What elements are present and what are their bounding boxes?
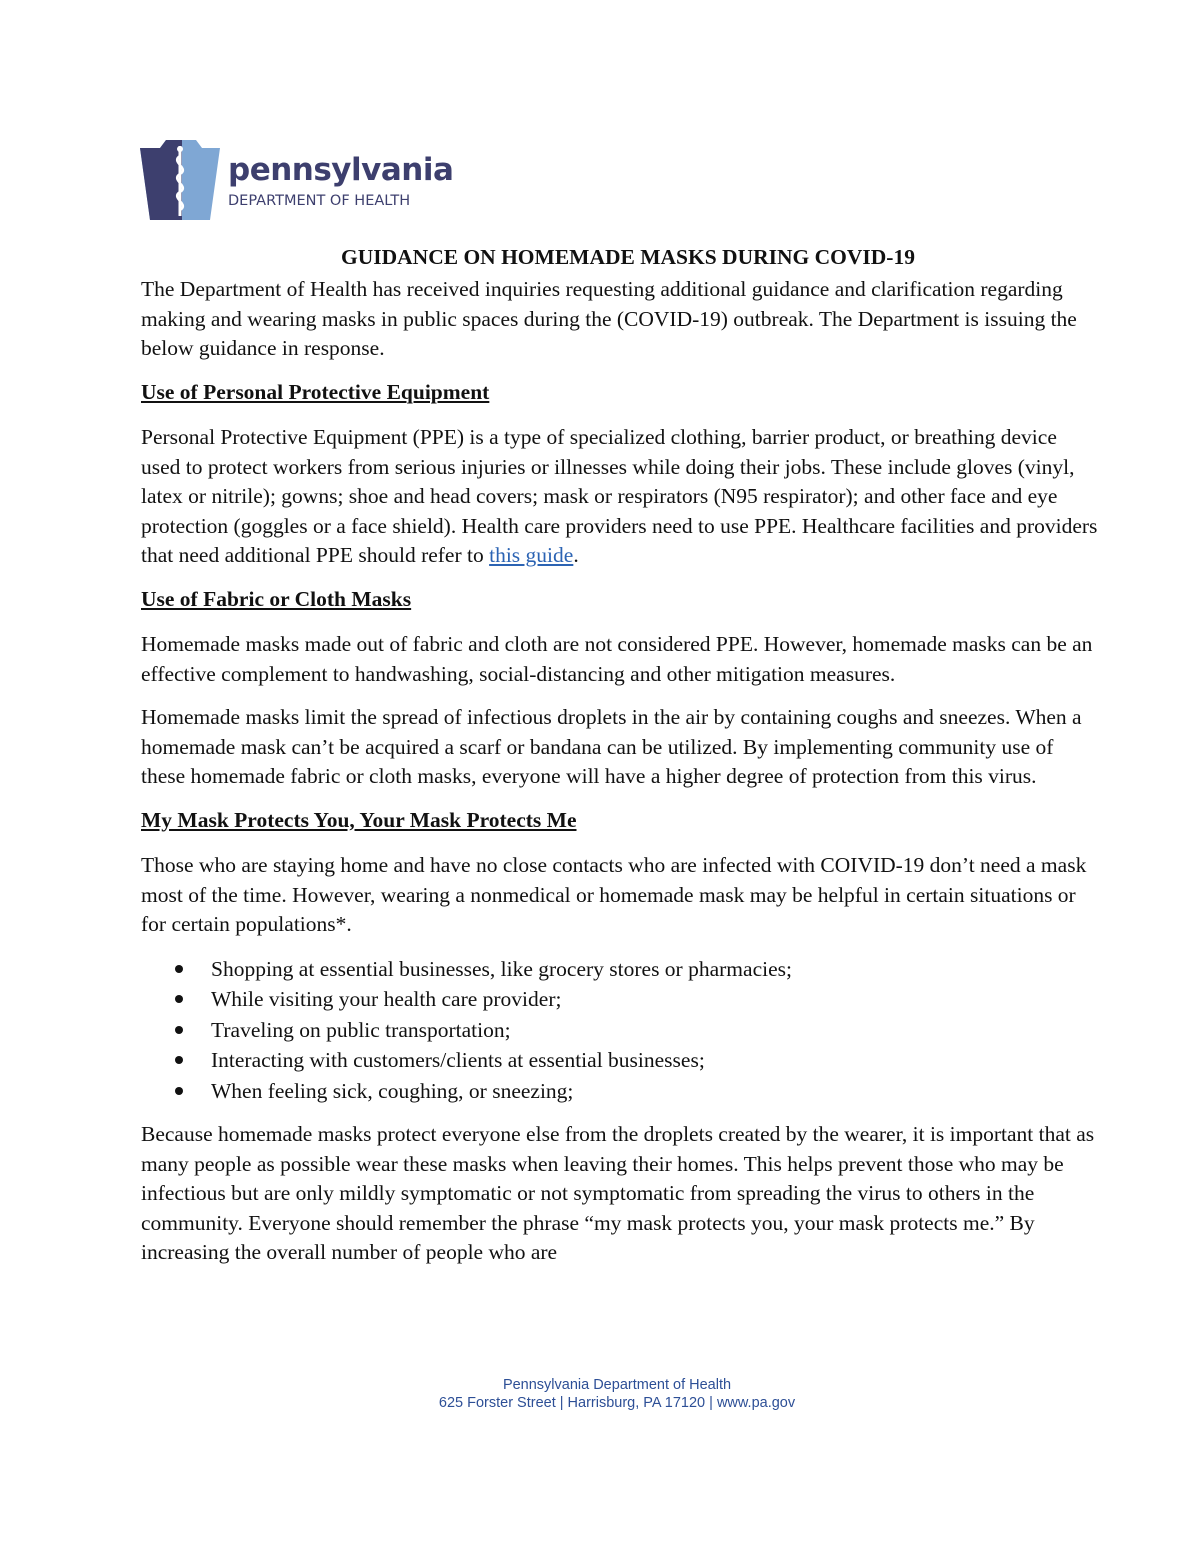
list-item: [175, 1015, 1101, 1046]
footer-address: 625 Forster Street | Harrisburg, PA 17120 | www.pa.gov: [438, 1395, 796, 1411]
list-item-text: While visiting your health care provider;: [211, 987, 562, 1012]
list-item: [175, 1045, 1101, 1076]
footer-organization: Pennsylvania Department of Health: [502, 1377, 732, 1393]
section-heading-cloth-masks: Use of Fabric or Cloth Masks: [141, 586, 412, 611]
closing-paragraph: Because homemade masks protect everyone else from the droplets created by the wearer, it is important that as many people as possible wear these masks when leaving their homes. This helps prevent those who may be infectious but are only mildly symptomatic or not symptomatic from spreading the virus to others in the community. Everyone should remember the phrase “my mask protects you, your mask protects me.” By increasing the overall number of people who are: [141, 1122, 1095, 1265]
ppe-paragraph-end: .: [573, 543, 579, 567]
logo-name: pennsylvania: [228, 152, 454, 188]
list-item-text: Traveling on public transportation;: [211, 1017, 511, 1042]
ppe-paragraph: [141, 423, 1101, 571]
department-logo: [140, 140, 460, 222]
list-item: [175, 954, 1101, 985]
section-heading-my-mask: My Mask Protects You, Your Mask Protects Me: [141, 807, 577, 832]
list-item-text: When feeling sick, coughing, or sneezing;: [211, 1078, 574, 1103]
bullet-icon: [175, 1087, 183, 1095]
section-heading-ppe: Use of Personal Protective Equipment: [141, 379, 490, 404]
keystone-caduceus-icon: [140, 140, 222, 220]
intro-paragraph: The Department of Health has received inquiries requesting additional guidance and clarification regarding making and wearing masks in public spaces during the (COVID-19) outbreak. The Department is issuing the below guidance in response.: [141, 277, 1077, 360]
this-guide-link[interactable]: this guide: [489, 543, 574, 567]
my-mask-paragraph: Those who are staying home and have no close contacts who are infected with COIVID-19 don’t need a mask most of the time. However, wearing a nonmedical or homemade mask may be helpful in certain situations or for certain populations*.: [141, 853, 1087, 936]
cloth-masks-paragraph-1: Homemade masks made out of fabric and cloth are not considered PPE. However, homemade masks can be an effective complement to handwashing, social-distancing and other mitigation measures.: [141, 632, 1093, 686]
list-item-text: Interacting with customers/clients at essential businesses;: [211, 1048, 705, 1073]
list-item: [175, 984, 1101, 1015]
bullet-icon: [175, 965, 183, 973]
list-item: [175, 1076, 1101, 1107]
document-title: GUIDANCE ON HOMEMADE MASKS DURING COVID-19: [341, 245, 915, 269]
page-footer: [0, 1376, 1200, 1412]
list-item-text: Shopping at essential businesses, like grocery stores or pharmacies;: [211, 956, 792, 981]
cloth-masks-paragraph-2: Homemade masks limit the spread of infectious droplets in the air by containing coughs and sneezes. When a homemade mask can’t be acquired a scarf or bandana can be utilized. By implementing community use of these homemade fabric or cloth masks, everyone will have a higher degree of protection from this virus.: [141, 705, 1082, 788]
bullet-icon: [175, 1056, 183, 1064]
bullet-icon: [175, 1026, 183, 1034]
document-body: [141, 242, 1101, 1282]
ppe-paragraph-text: Personal Protective Equipment (PPE) is a type of specialized clothing, barrier product, or breathing device used to protect workers from serious injuries or illnesses while doing their jobs. These include gloves (vinyl, latex or nitrile); gowns; shoe and head covers; mask or respirators (N95 respirator); and other face and eye protection (goggles or a face shield). Health care providers need to use PPE. Healthcare facilities and providers that need additional PPE should refer to: [141, 425, 1098, 567]
bullet-icon: [175, 995, 183, 1003]
logo-subtitle: DEPARTMENT OF HEALTH: [228, 193, 411, 209]
situations-list: [141, 954, 1101, 1107]
